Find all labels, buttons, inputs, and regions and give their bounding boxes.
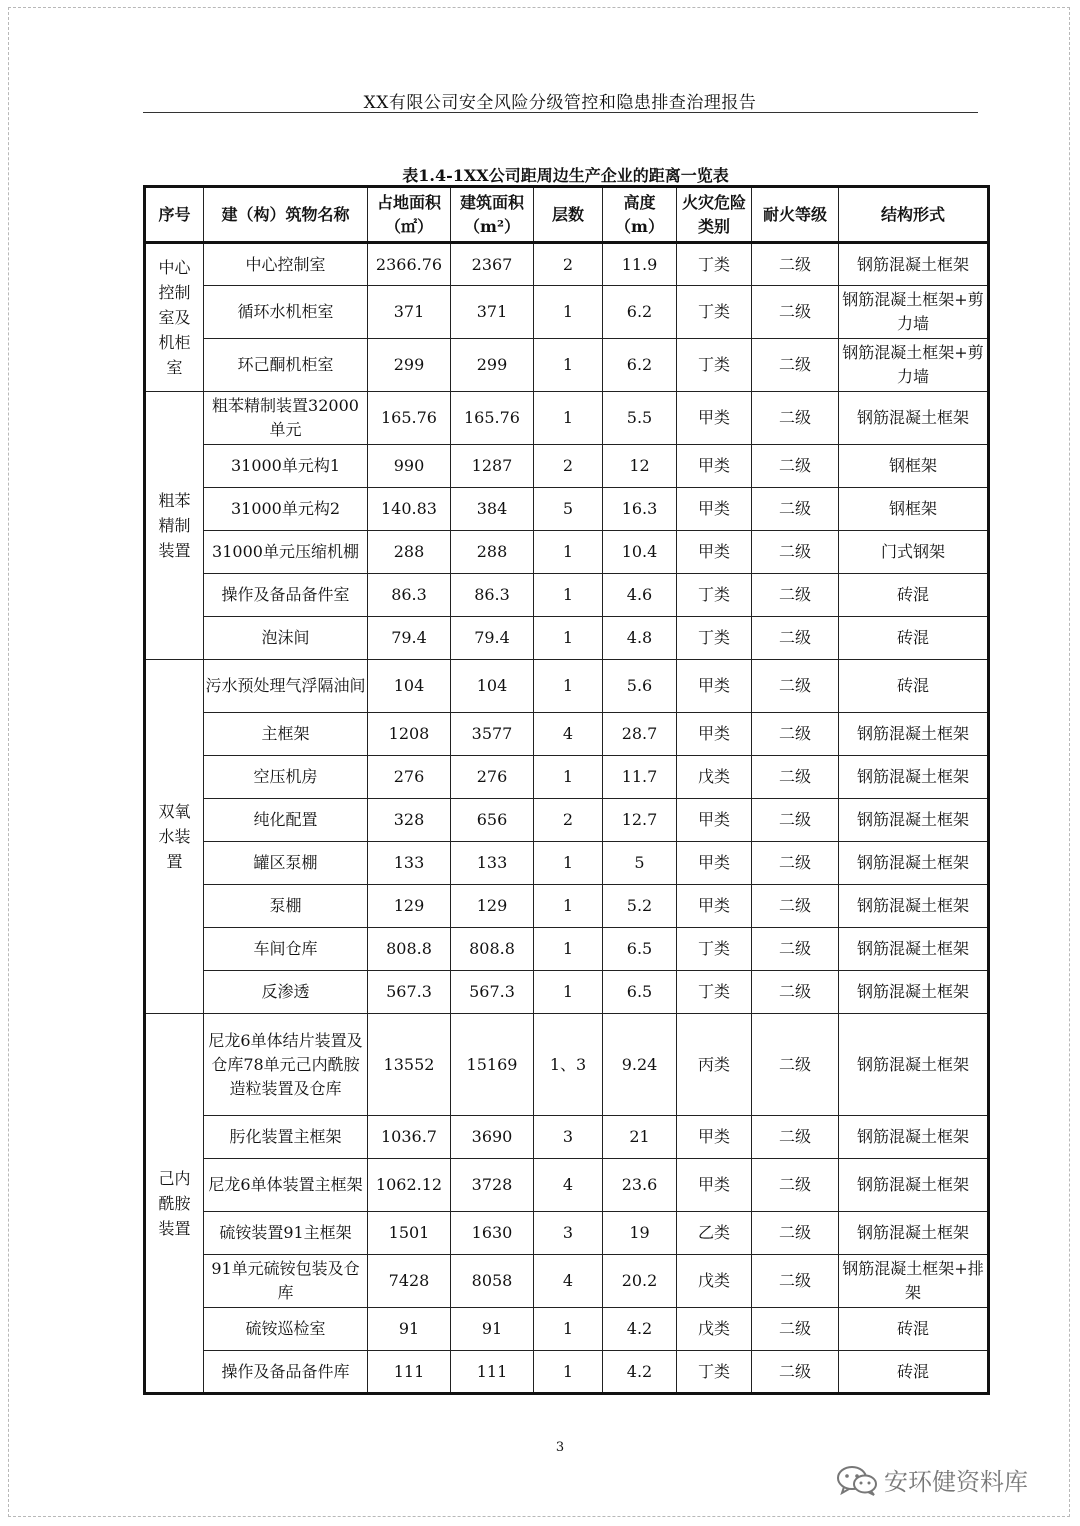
cell-land-area: 1501 [368, 1212, 451, 1255]
cell-fire-class: 甲类 [677, 488, 752, 531]
cell-building-name: 纯化配置 [204, 799, 368, 842]
cell-building-name: 操作及备品备件室 [204, 574, 368, 617]
cell-height: 5.6 [603, 660, 677, 713]
cell-building-area: 8058 [451, 1255, 534, 1308]
cell-structure: 砖混 [839, 574, 989, 617]
table-row [145, 243, 989, 286]
cell-building-area: 2367 [451, 243, 534, 286]
cell-building-area: 276 [451, 756, 534, 799]
cell-height: 12.7 [603, 799, 677, 842]
cell-fire-class: 戊类 [677, 1255, 752, 1308]
cell-fire-class: 甲类 [677, 445, 752, 488]
cell-fire-rating: 二级 [752, 885, 839, 928]
cell-floors: 2 [534, 445, 603, 488]
cell-land-area: 91 [368, 1308, 451, 1351]
cell-building-area: 15169 [451, 1014, 534, 1116]
table-row [145, 286, 989, 339]
cell-height: 9.24 [603, 1014, 677, 1116]
cell-land-area: 104 [368, 660, 451, 713]
cell-structure: 钢筋混凝土框架 [839, 928, 989, 971]
cell-floors: 1 [534, 1308, 603, 1351]
table-row [145, 531, 989, 574]
cell-structure: 钢筋混凝土框架 [839, 799, 989, 842]
cell-fire-rating: 二级 [752, 756, 839, 799]
cell-structure: 钢筋混凝土框架 [839, 1116, 989, 1159]
cell-land-area: 13552 [368, 1014, 451, 1116]
cell-building-area: 567.3 [451, 971, 534, 1014]
cell-height: 19 [603, 1212, 677, 1255]
cell-height: 5.5 [603, 392, 677, 445]
cell-height: 6.5 [603, 971, 677, 1014]
cell-land-area: 328 [368, 799, 451, 842]
cell-fire-rating: 二级 [752, 1308, 839, 1351]
cell-height: 28.7 [603, 713, 677, 756]
cell-fire-rating: 二级 [752, 842, 839, 885]
table-row [145, 339, 989, 392]
cell-structure: 门式钢架 [839, 531, 989, 574]
header-structure: 结构形式 [839, 187, 989, 243]
cell-floors: 1 [534, 531, 603, 574]
cell-floors: 1 [534, 660, 603, 713]
table-row [145, 756, 989, 799]
cell-structure: 砖混 [839, 1308, 989, 1351]
cell-fire-rating: 二级 [752, 1116, 839, 1159]
cell-land-area: 371 [368, 286, 451, 339]
table-row [145, 1116, 989, 1159]
cell-fire-rating: 二级 [752, 286, 839, 339]
table-row [145, 660, 989, 713]
cell-height: 6.2 [603, 286, 677, 339]
cell-structure: 钢框架 [839, 445, 989, 488]
cell-land-area: 140.83 [368, 488, 451, 531]
cell-building-name: 尼龙6单体结片装置及仓库78单元己内酰胺造粒装置及仓库 [204, 1014, 368, 1116]
cell-land-area: 1036.7 [368, 1116, 451, 1159]
cell-land-area: 79.4 [368, 617, 451, 660]
cell-floors: 1 [534, 574, 603, 617]
cell-height: 16.3 [603, 488, 677, 531]
cell-structure: 钢筋混凝土框架 [839, 756, 989, 799]
cell-fire-class: 甲类 [677, 842, 752, 885]
cell-land-area: 990 [368, 445, 451, 488]
cell-floors: 5 [534, 488, 603, 531]
table-row [145, 885, 989, 928]
cell-fire-rating: 二级 [752, 1159, 839, 1212]
header-fire-rating: 耐火等级 [752, 187, 839, 243]
cell-building-name: 罐区泵棚 [204, 842, 368, 885]
table-row [145, 1351, 989, 1394]
cell-building-area: 79.4 [451, 617, 534, 660]
cell-land-area: 299 [368, 339, 451, 392]
header-seq: 序号 [145, 187, 204, 243]
document-header-title: XX有限公司安全风险分级管控和隐患排查治理报告 [363, 93, 757, 113]
group-label: 双氧水装置 [145, 660, 204, 1014]
cell-structure: 砖混 [839, 617, 989, 660]
cell-land-area: 7428 [368, 1255, 451, 1308]
cell-fire-rating: 二级 [752, 799, 839, 842]
cell-fire-rating: 二级 [752, 617, 839, 660]
cell-structure: 钢筋混凝土框架 [839, 885, 989, 928]
cell-land-area: 165.76 [368, 392, 451, 445]
cell-height: 23.6 [603, 1159, 677, 1212]
cell-height: 11.7 [603, 756, 677, 799]
cell-height: 5.2 [603, 885, 677, 928]
cell-fire-class: 甲类 [677, 713, 752, 756]
cell-fire-class: 戊类 [677, 756, 752, 799]
cell-building-area: 111 [451, 1351, 534, 1394]
cell-structure: 钢筋混凝土框架+排架 [839, 1255, 989, 1308]
cell-fire-rating: 二级 [752, 392, 839, 445]
table-row [145, 574, 989, 617]
cell-fire-class: 甲类 [677, 392, 752, 445]
cell-building-area: 91 [451, 1308, 534, 1351]
cell-building-name: 31000单元构2 [204, 488, 368, 531]
cell-building-area: 1630 [451, 1212, 534, 1255]
table-row [145, 713, 989, 756]
cell-building-name: 泡沫间 [204, 617, 368, 660]
cell-structure: 钢筋混凝土框架 [839, 392, 989, 445]
cell-height: 4.8 [603, 617, 677, 660]
cell-fire-class: 丁类 [677, 1351, 752, 1394]
cell-fire-rating: 二级 [752, 713, 839, 756]
cell-building-name: 环己酮机柜室 [204, 339, 368, 392]
cell-building-name: 31000单元构1 [204, 445, 368, 488]
cell-fire-class: 丁类 [677, 617, 752, 660]
cell-land-area: 86.3 [368, 574, 451, 617]
table-row [145, 1159, 989, 1212]
cell-fire-rating: 二级 [752, 531, 839, 574]
cell-fire-class: 丁类 [677, 339, 752, 392]
table-row [145, 1014, 989, 1116]
header-building-area: 建筑面积（m²） [451, 187, 534, 243]
cell-structure: 钢筋混凝土框架+剪力墙 [839, 286, 989, 339]
cell-fire-rating: 二级 [752, 928, 839, 971]
wechat-icon [836, 1464, 878, 1496]
cell-building-area: 86.3 [451, 574, 534, 617]
cell-building-name: 尼龙6单体装置主框架 [204, 1159, 368, 1212]
table-row [145, 971, 989, 1014]
table-row [145, 1255, 989, 1308]
cell-building-area: 656 [451, 799, 534, 842]
header-divider [143, 112, 978, 113]
table-row [145, 842, 989, 885]
cell-fire-class: 丁类 [677, 243, 752, 286]
cell-fire-rating: 二级 [752, 574, 839, 617]
cell-building-area: 3690 [451, 1116, 534, 1159]
cell-land-area: 808.8 [368, 928, 451, 971]
cell-structure: 钢筋混凝土框架 [839, 842, 989, 885]
cell-building-area: 104 [451, 660, 534, 713]
cell-floors: 1 [534, 392, 603, 445]
cell-land-area: 288 [368, 531, 451, 574]
table-row [145, 799, 989, 842]
cell-floors: 1 [534, 339, 603, 392]
cell-building-name: 31000单元压缩机棚 [204, 531, 368, 574]
cell-land-area: 133 [368, 842, 451, 885]
cell-floors: 1 [534, 885, 603, 928]
cell-structure: 钢筋混凝土框架 [839, 1159, 989, 1212]
cell-building-name: 泵棚 [204, 885, 368, 928]
table-row [145, 928, 989, 971]
cell-fire-class: 甲类 [677, 660, 752, 713]
cell-floors: 4 [534, 1255, 603, 1308]
cell-fire-class: 甲类 [677, 885, 752, 928]
cell-building-area: 299 [451, 339, 534, 392]
watermark-text: 安环健资料库 [884, 1468, 1028, 1496]
cell-height: 6.5 [603, 928, 677, 971]
cell-fire-class: 丁类 [677, 971, 752, 1014]
cell-building-area: 133 [451, 842, 534, 885]
cell-floors: 1 [534, 1351, 603, 1394]
table-row [145, 445, 989, 488]
cell-structure: 钢筋混凝土框架 [839, 1212, 989, 1255]
cell-fire-rating: 二级 [752, 1014, 839, 1116]
cell-fire-class: 甲类 [677, 1159, 752, 1212]
cell-floors: 3 [534, 1212, 603, 1255]
cell-land-area: 1208 [368, 713, 451, 756]
cell-building-name: 硫铵装置91主框架 [204, 1212, 368, 1255]
cell-floors: 1 [534, 286, 603, 339]
cell-building-name: 中心控制室 [204, 243, 368, 286]
cell-fire-class: 丙类 [677, 1014, 752, 1116]
cell-fire-rating: 二级 [752, 971, 839, 1014]
table-row [145, 1212, 989, 1255]
cell-height: 20.2 [603, 1255, 677, 1308]
cell-building-area: 129 [451, 885, 534, 928]
cell-land-area: 276 [368, 756, 451, 799]
cell-structure: 钢筋混凝土框架+剪力墙 [839, 339, 989, 392]
cell-building-name: 肟化装置主框架 [204, 1116, 368, 1159]
cell-structure: 钢筋混凝土框架 [839, 713, 989, 756]
cell-land-area: 129 [368, 885, 451, 928]
cell-building-area: 288 [451, 531, 534, 574]
cell-height: 11.9 [603, 243, 677, 286]
cell-land-area: 111 [368, 1351, 451, 1394]
cell-floors: 2 [534, 243, 603, 286]
cell-building-area: 3728 [451, 1159, 534, 1212]
cell-building-name: 91单元硫铵包装及仓库 [204, 1255, 368, 1308]
cell-fire-rating: 二级 [752, 1255, 839, 1308]
table-header-row [145, 187, 989, 243]
cell-land-area: 1062.12 [368, 1159, 451, 1212]
table-row [145, 488, 989, 531]
cell-floors: 3 [534, 1116, 603, 1159]
cell-fire-rating: 二级 [752, 243, 839, 286]
cell-fire-rating: 二级 [752, 1212, 839, 1255]
cell-building-area: 371 [451, 286, 534, 339]
cell-floors: 1 [534, 756, 603, 799]
table-row [145, 1308, 989, 1351]
watermark [836, 1462, 1028, 1497]
cell-land-area: 567.3 [368, 971, 451, 1014]
cell-building-name: 主框架 [204, 713, 368, 756]
cell-floors: 1 [534, 971, 603, 1014]
cell-height: 5 [603, 842, 677, 885]
cell-structure: 钢筋混凝土框架 [839, 1014, 989, 1116]
cell-structure: 砖混 [839, 660, 989, 713]
cell-structure: 钢筋混凝土框架 [839, 243, 989, 286]
cell-building-name: 污水预处理气浮隔油间 [204, 660, 368, 713]
cell-fire-class: 甲类 [677, 531, 752, 574]
cell-floors: 1 [534, 928, 603, 971]
cell-height: 6.2 [603, 339, 677, 392]
table-row [145, 617, 989, 660]
cell-building-name: 循环水机柜室 [204, 286, 368, 339]
cell-structure: 钢框架 [839, 488, 989, 531]
cell-building-name: 粗苯精制装置32000单元 [204, 392, 368, 445]
cell-fire-class: 乙类 [677, 1212, 752, 1255]
cell-floors: 4 [534, 713, 603, 756]
cell-floors: 2 [534, 799, 603, 842]
cell-fire-rating: 二级 [752, 445, 839, 488]
cell-height: 4.2 [603, 1308, 677, 1351]
header-height: 高度（m） [603, 187, 677, 243]
page-number: 3 [555, 1440, 565, 1455]
cell-fire-rating: 二级 [752, 488, 839, 531]
cell-fire-class: 甲类 [677, 1116, 752, 1159]
cell-building-name: 操作及备品备件库 [204, 1351, 368, 1394]
cell-height: 10.4 [603, 531, 677, 574]
cell-fire-class: 丁类 [677, 286, 752, 339]
table-body [145, 187, 989, 1394]
cell-floors: 1 [534, 617, 603, 660]
group-label: 中心控制室及机柜室 [145, 243, 204, 392]
header-fire-class: 火灾危险类别 [677, 187, 752, 243]
cell-height: 21 [603, 1116, 677, 1159]
cell-building-name: 空压机房 [204, 756, 368, 799]
cell-building-area: 1287 [451, 445, 534, 488]
cell-floors: 1、3 [534, 1014, 603, 1116]
cell-fire-class: 戊类 [677, 1308, 752, 1351]
header-land-area: 占地面积（㎡） [368, 187, 451, 243]
cell-structure: 砖混 [839, 1351, 989, 1394]
building-table [143, 185, 990, 1395]
header-name: 建（构）筑物名称 [204, 187, 368, 243]
cell-building-name: 车间仓库 [204, 928, 368, 971]
group-label: 己内酰胺装置 [145, 1014, 204, 1394]
cell-building-area: 808.8 [451, 928, 534, 971]
cell-fire-class: 丁类 [677, 574, 752, 617]
cell-land-area: 2366.76 [368, 243, 451, 286]
cell-height: 4.2 [603, 1351, 677, 1394]
cell-floors: 1 [534, 842, 603, 885]
cell-building-name: 反渗透 [204, 971, 368, 1014]
table-row [145, 392, 989, 445]
header-floors: 层数 [534, 187, 603, 243]
cell-fire-rating: 二级 [752, 339, 839, 392]
cell-fire-rating: 二级 [752, 1351, 839, 1394]
cell-fire-class: 甲类 [677, 799, 752, 842]
cell-fire-class: 丁类 [677, 928, 752, 971]
cell-fire-rating: 二级 [752, 660, 839, 713]
cell-building-area: 384 [451, 488, 534, 531]
cell-building-area: 3577 [451, 713, 534, 756]
group-label: 粗苯精制装置 [145, 392, 204, 660]
cell-building-name: 硫铵巡检室 [204, 1308, 368, 1351]
cell-building-area: 165.76 [451, 392, 534, 445]
cell-structure: 钢筋混凝土框架 [839, 971, 989, 1014]
cell-floors: 4 [534, 1159, 603, 1212]
cell-height: 4.6 [603, 574, 677, 617]
cell-height: 12 [603, 445, 677, 488]
table-caption: 表1.4-1XX公司距周边生产企业的距离一览表 [402, 166, 729, 185]
